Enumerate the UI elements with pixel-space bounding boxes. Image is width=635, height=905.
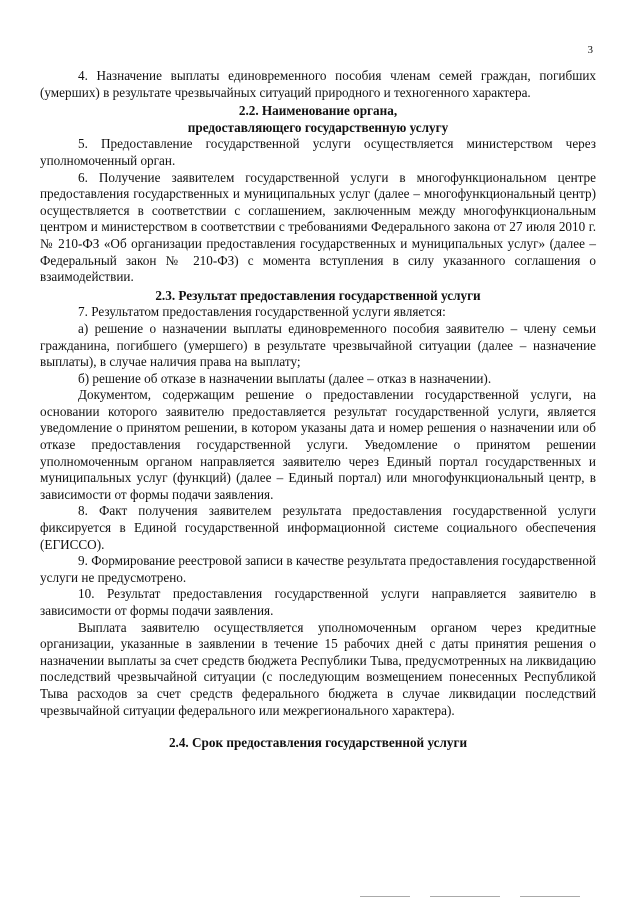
paragraph-7: 7. Результатом предоставления государственной услуги является:	[78, 304, 446, 320]
scan-artifact-line	[360, 896, 410, 897]
paragraph-6: 6. Получение заявителем государственной услуги в многофункциональном центре предоставления государственных и муниципальных услуг (далее – многофункциональный центр) осуществляется в соответствии с соглашением, заключенным между многофункциональным центром и министерством в соответствии с требованиями Федерального закона от 27 июля 2010 г. № 210-ФЗ «Об организации предоставления государственных и муниципальных услуг» (далее – Федеральный закон № 210-ФЗ) с момента вступления в силу указанного соглашения о взаимодействии.	[40, 169, 596, 285]
section-heading-2-2-line1: 2.2. Наименование органа,	[238, 103, 398, 119]
section-heading-2-4: 2.4. Срок предоставления государственной услуги	[168, 735, 468, 751]
paragraph-7a: а) решение о назначении выплаты единовременного пособия заявителю – члену семьи гражданина, погибшего (умершего) в результате чрезвычайной ситуации (далее – назначение выплаты), в случае наличия права на выплату;	[40, 320, 596, 370]
paragraph-4: 4. Назначение выплаты единовременного пособия членам семей граждан, погибших (умерших) в результате чрезвычайных ситуаций природного и техногенного характера.	[40, 68, 596, 100]
paragraph-7b: б) решение об отказе в назначении выплаты (далее – отказ в назначении).	[78, 370, 492, 386]
section-heading-2-3: 2.3. Результат предоставления государственной услуги	[155, 287, 481, 303]
paragraph-10: 10. Результат предоставления государственной услуги направляется заявителю в зависимости от формы подачи заявления.	[40, 586, 596, 618]
scan-artifact-line	[520, 896, 580, 897]
document-body	[40, 68, 596, 752]
section-heading-2-2	[40, 103, 596, 136]
section-heading-2-2-line2: предоставляющего государственную услугу	[187, 119, 449, 135]
page-number: 3	[587, 44, 593, 56]
paragraph-payment: Выплата заявителю осуществляется уполномоченным органом через кредитные организации, указанные в заявлении в течение 15 рабочих дней с даты принятия решения о назначении выплаты за счет средств бюджета Республики Тыва, предусмотренных на ликвидацию последствий чрезвычайной ситуации (с последующим возмещением понесенных Республикой Тыва расходов за счет средств федерального бюджета в случае ликвидации последствий чрезвычайной ситуации федерального или межрегионального характера).	[40, 619, 596, 718]
paragraph-9: 9. Формирование реестровой записи в качестве результата предоставления государственной услуги не предусмотрено.	[40, 553, 596, 585]
paragraph-5: 5. Предоставление государственной услуги осуществляется министерством через уполномоченный орган.	[40, 136, 596, 168]
scan-artifact-line	[430, 896, 500, 897]
paragraph-result-document: Документом, содержащим решение о предоставлении государственной услуги, на основании которого заявителю предоставляется результат государственной услуги, является уведомление о принятом решении, в котором указаны дата и номер решения о назначении или об отказе предоставления государственной услуги. Уведомление о принятом решении уполномоченным органом направляется заявителю через Единый портал государственных и муниципальных услуг (функций) (далее – Единый портал) или многофункциональный центр, в зависимости от формы подачи заявления.	[40, 387, 596, 502]
paragraph-8: 8. Факт получения заявителем результата предоставления государственной услуги фиксируется в Единой государственной информационной системе социального обеспечения (ЕГИССО).	[40, 503, 596, 552]
